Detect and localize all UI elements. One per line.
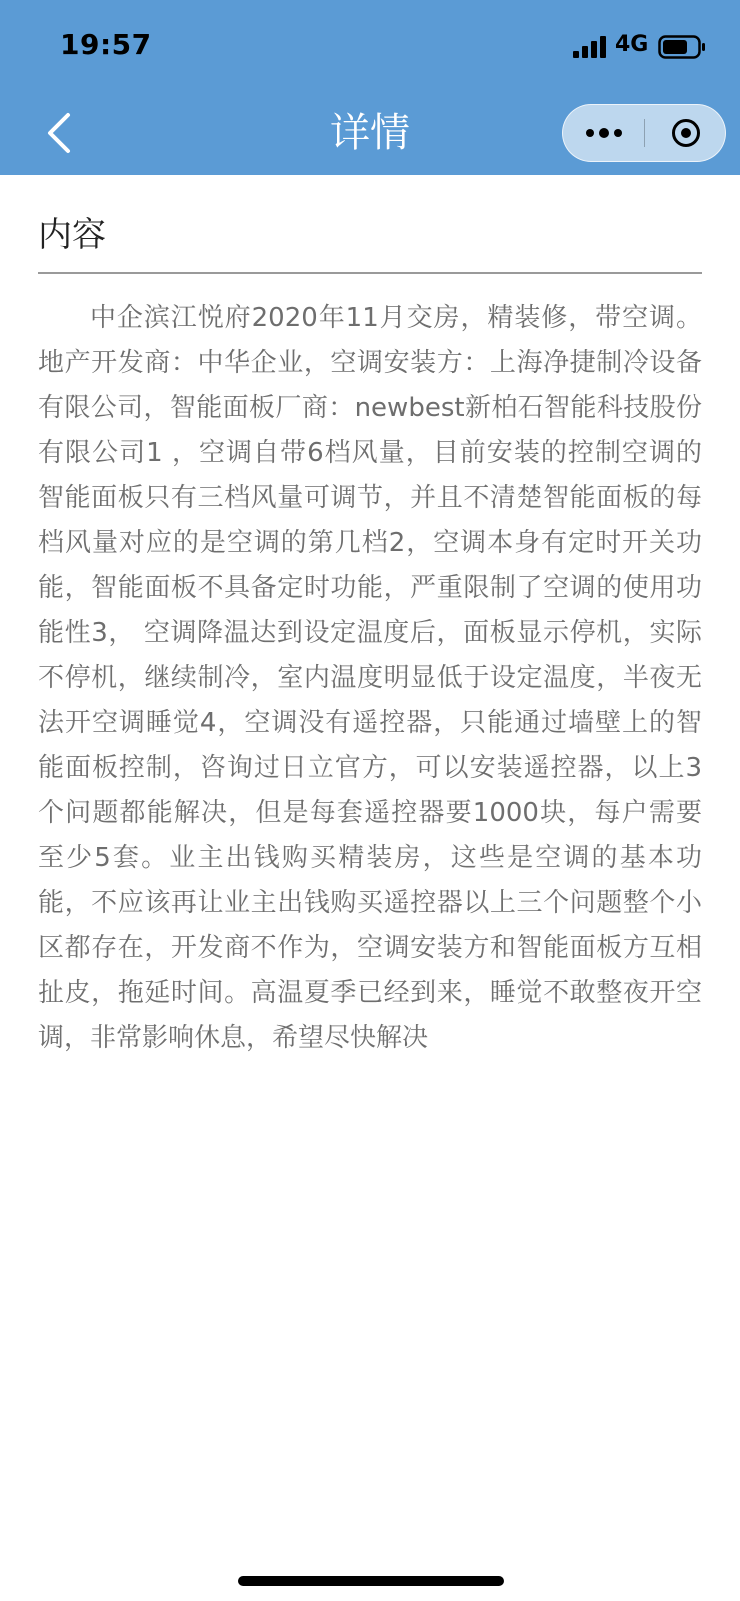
network-label: 4G	[615, 32, 649, 57]
status-bar	[0, 0, 740, 95]
content-heading: 内容	[38, 215, 106, 255]
close-button[interactable]	[645, 105, 727, 161]
battery-icon	[658, 35, 706, 59]
top-bar	[0, 0, 740, 175]
content-body: 中企滨江悦府2020年11月交房，精装修，带空调。地产开发商：中华企业，空调安装方：上海净捷制冷设备有限公司，智能面板厂商：newbest新柏石智能科技股份有限公司1 ，空调自带6档风量，目前安装的控制空调的智能面板只有三档风量可调节，并且不清楚智能面板的每档风量对应的是空调的第几档2，空调本身有定时开关功能，智能面板不具备定时功能，严重限制了空调的使用功能性3， 空调降温达到设定温度后，面板显示停机，实际不停机，继续制冷，室内温度明显低于设定温度，半夜无法开空调睡觉4，空调没有遥控器，只能通过墙壁上的智能面板控制，咨询过日立官方，可以安装遥控器，以上3个问题都能解决，但是每套遥控器要1000块，每户需要至少5套。业主出钱购买精装房，这些是空调的基本功能，不应该再让业主出钱购买遥控器以上三个问题整个小区都存在，开发商不作为，空调安装方和智能面板方互相扯皮，拖延时间。高温夏季已经到来，睡觉不敢整夜开空调，非常影响休息，希望尽快解决	[38, 303, 702, 1053]
heading-divider	[38, 272, 702, 274]
signal-bars-icon	[573, 36, 607, 58]
more-dots-icon	[586, 129, 622, 138]
status-time: 19:57	[60, 28, 152, 61]
chevron-left-icon	[44, 111, 72, 155]
back-button[interactable]	[28, 103, 88, 163]
home-indicator	[238, 1576, 504, 1586]
page-title: 详情	[330, 110, 410, 156]
more-button[interactable]	[563, 105, 645, 161]
target-circle-icon	[672, 119, 700, 147]
nav-bar	[0, 95, 740, 175]
mini-program-capsule	[562, 104, 726, 162]
